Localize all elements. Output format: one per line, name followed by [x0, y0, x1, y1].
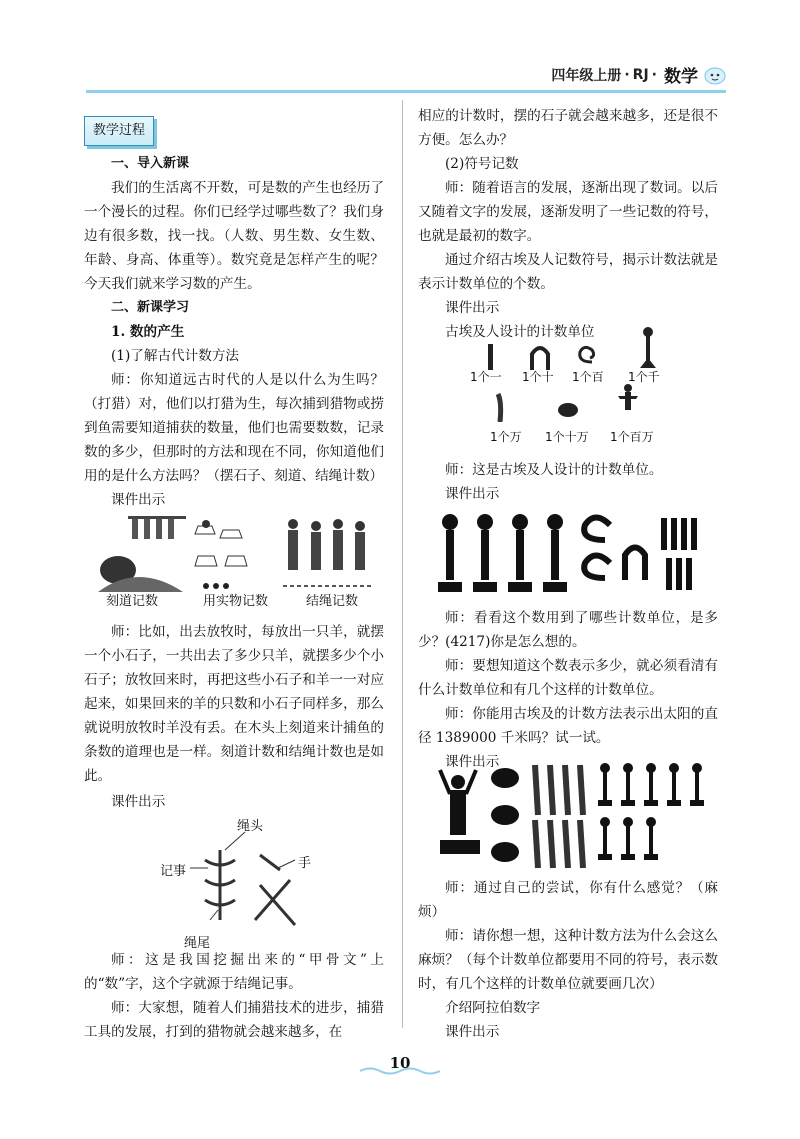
right-column: [418, 104, 718, 344]
paragraph: 通过介绍古埃及人记数符号，揭示计数法就是表示计数单位的个数。: [418, 252, 718, 292]
unit-ten: 1个十: [522, 370, 554, 384]
number-1389000-hieroglyph: [430, 760, 710, 870]
caption-objects: 用实物记数: [203, 594, 269, 609]
counting-methods-illustration: [88, 512, 378, 602]
courseware-label: 课件出示: [445, 300, 500, 316]
label-rope-head: 绳头: [237, 819, 264, 834]
paragraph: 相应的计数时，摆的石子就会越来越多，还是很不方便。怎么办？: [418, 108, 718, 148]
subheading: (2)符号记数: [445, 156, 519, 172]
paragraph: 师：看看这个数用到了哪些计数单位，是多少？(4217)你是怎么想的。: [418, 610, 718, 650]
paragraph: 师：大家想，随着人们捕猎技术的进步，捕猎工具的发展，打到的猎物就会越来越多，在: [84, 1000, 384, 1040]
subheading: 1. 数的产生: [111, 324, 185, 340]
page-number-ornament: [360, 1066, 440, 1076]
header-sep-2: ·: [651, 66, 657, 83]
label-rope-tail: 绳尾: [184, 936, 211, 951]
courseware-label: 课件出示: [445, 1024, 500, 1040]
subject-label: 数学: [664, 67, 698, 87]
section-heading-1: 一、导入新课: [111, 156, 190, 171]
page-number: 10: [389, 1054, 411, 1072]
courseware-label: 课件出示: [111, 492, 166, 508]
left-column-4: [84, 948, 384, 1044]
unit-thousand: 1个千: [628, 370, 660, 384]
paragraph: 师：这是古埃及人设计的计数单位。: [445, 462, 663, 478]
section-heading-2: 二、新课学习: [111, 300, 190, 315]
right-column-2: [418, 458, 718, 506]
knot-counting-image: [283, 519, 373, 586]
paragraph: 师：请你想一想，这种计数方法为什么会这么麻烦？（每个计数单位都要用不同的符号，表示数时，有几个这样的计数单位就要画几次）: [418, 928, 718, 992]
paragraph: 师：比如，出去放牧时，每放出一只羊，就摆一个小石子，一共出去了多少只羊，就摆多少个小石子；放牧回来时，再把这些小石子和羊一一对应起来，如果回来的羊的只数和小石子同样多，那么就说明放牧时羊没有丢。在木头上刻道来计捕鱼的条数的道理也是一样。刻道计数和结绳计数也是如此。: [84, 624, 384, 784]
subheading: (1)了解古代计数方法: [111, 348, 240, 364]
right-column-3: [418, 606, 718, 774]
edition-label: RJ: [632, 66, 649, 83]
figure-title: 古埃及人设计的计数单位: [445, 324, 595, 340]
courseware-label: 课件出示: [445, 486, 500, 502]
grade-label: 四年级上册: [551, 67, 622, 84]
left-column: [84, 116, 384, 512]
column-divider: [402, 100, 403, 1028]
label-record: 记事: [160, 864, 187, 879]
caption-knots: 结绳记数: [306, 594, 359, 609]
page-header: [551, 62, 726, 87]
paragraph: 介绍阿拉伯数字: [445, 1000, 541, 1016]
header-rule: [86, 90, 726, 93]
right-column-4: [418, 876, 718, 1044]
paragraph: 我们的生活离不开数，可是数的产生也经历了一个漫长的过程。你们已经学过哪些数了？我们身边有很多数，找一找。（人数、男生数、女生数、年龄、身高、体重等）。数究竟是怎样产生的呢？今天我们就来学习数的产生。: [84, 180, 384, 292]
teaching-process-tag: 教学过程: [84, 116, 154, 146]
paragraph: 师：这是我国挖掘出来的“甲骨文”上的“数”字，这个字就源于结绳记事。: [84, 952, 384, 992]
mascot-icon: [704, 65, 726, 85]
unit-one: 1个一: [470, 370, 502, 384]
caption-carving: 刻道记数: [106, 594, 159, 609]
unit-ten-thousand: 1个万: [490, 430, 522, 444]
unit-million: 1个百万: [610, 430, 654, 444]
paragraph: 师：你能用古埃及的计数方法表示出太阳的直径 1389000 千米吗？试一试。: [418, 706, 718, 746]
paragraph: 师：随着语言的发展，逐渐出现了数词。以后又随着文字的发展，逐渐发明了一些记数的符号，也就是最初的数字。: [418, 180, 718, 244]
courseware-label: 课件出示: [445, 754, 500, 770]
number-4217-hieroglyph: [430, 510, 710, 600]
paragraph: 师：你知道远古时代的人是以什么为生吗？（打猎）对，他们以打猎为生，每次捕到猎物或捞到鱼需要知道捕获的数量，他们也需要数数，记录数的多少，但那时的方法和现在不同，你知道他们用的是什么方法吗？（摆石子、刻道、结绳计数）: [84, 372, 384, 484]
header-sep: ·: [624, 66, 630, 83]
tally-carving-image: [98, 516, 186, 592]
object-counting-image: [195, 520, 247, 589]
paragraph: 师：要想知道这个数表示多少，就必须看清有什么计数单位和有几个这样的计数单位。: [418, 658, 718, 698]
unit-hundred: 1个百: [572, 370, 604, 384]
paragraph: 师：通过自己的尝试，你有什么感觉？（麻烦）: [418, 880, 718, 920]
label-hand: 手: [298, 856, 312, 871]
courseware-label: 课件出示: [111, 794, 166, 810]
left-column-2: [84, 620, 384, 788]
unit-hundred-thousand: 1个十万: [545, 430, 589, 444]
